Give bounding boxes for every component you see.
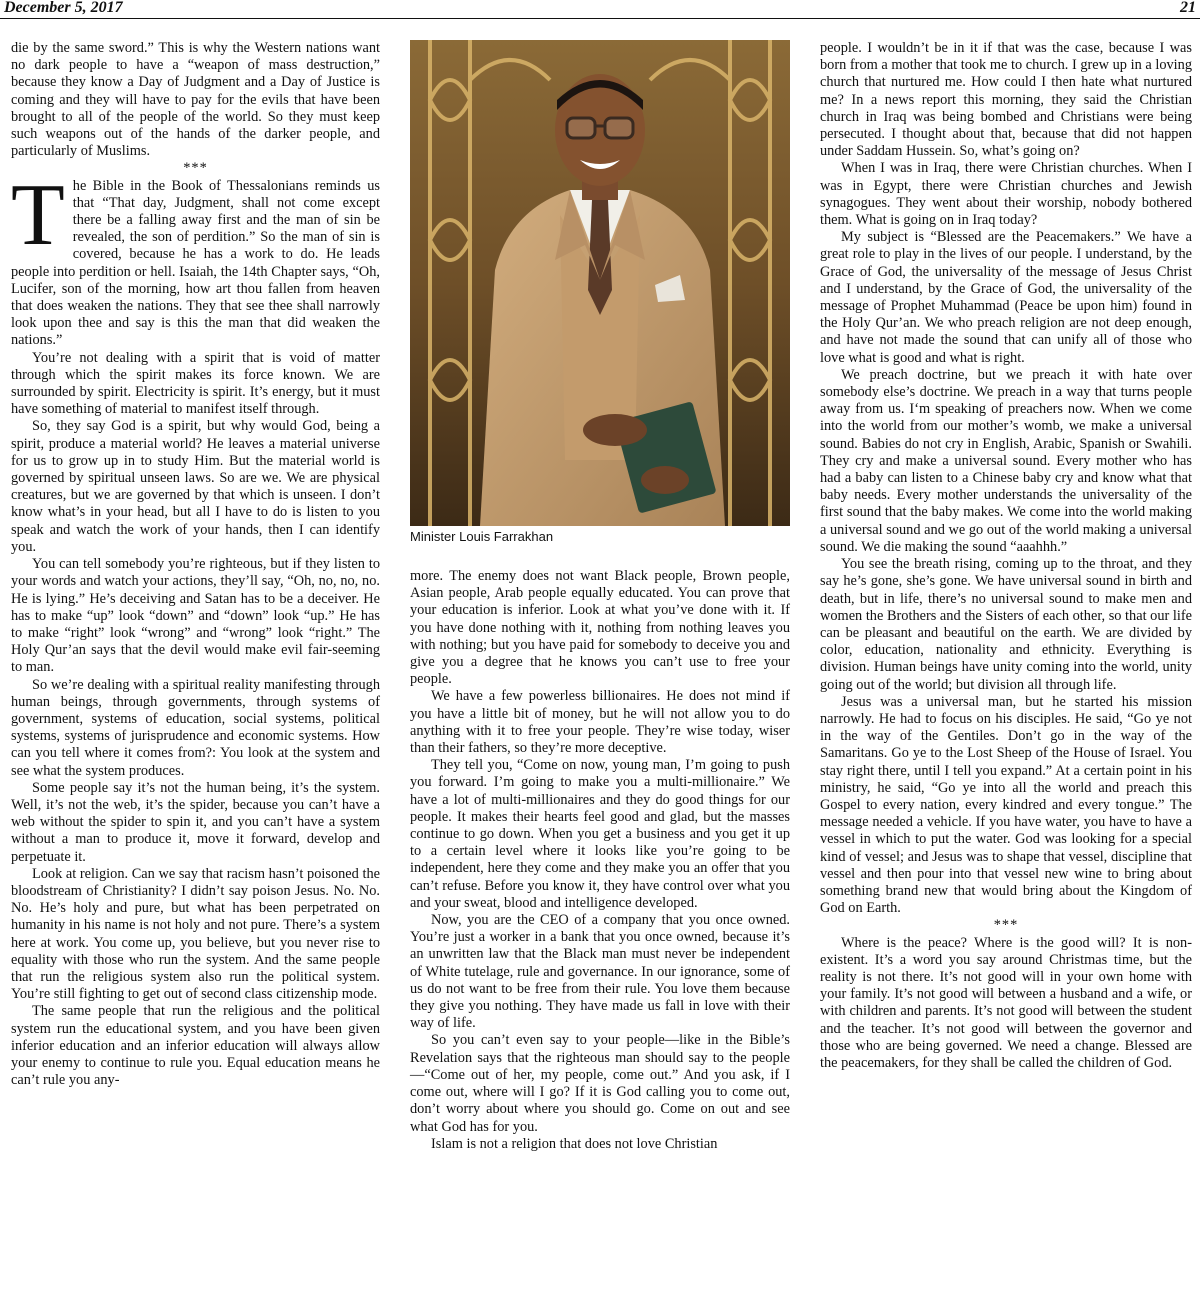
paragraph: We preach doctrine, but we preach it with hate over somebody else’s doctrine. We preach in a way that turns people away from us. I‘m speaking of preachers now. When we come into the world from our mother’s womb, we make a universal sound. Babies do not cry in English, Arabic, Spanish or Swahili. They cry and make a universal sound. Every mother who has had a baby can listen to a Chinese baby cry and know what that baby needs. Every mother understands the universality of the first sound that the baby makes. We come into the world making a universal sound and we go out of the world making a universal sound. We die making the sound “aaahhh.” — [820, 366, 1192, 555]
paragraph: die by the same sword.” This is why the Western nations want no dark people to have a “weapon of mass destruction,” because they know a Day of Judgment and a Day of Justice is coming and they will have to pay for the evils that have been brought to all of the people of the world. So they must keep such weapons out of the hands of the darker people, and particularly of Muslims. — [11, 40, 380, 160]
paragraph: They tell you, “Come on now, young man, I’m going to push you forward. I’m going to make you a multi-millionaire.” We have a lot of multi-millionaires and they do good things for our people. It makes their hearts feel good and glad, but the masses continue to go down. When you get a business and you get it up to a certain level where it looks like you’re going to be independent, here they come and they make you an offer that you can’t refuse. Before you know it, they have control over what you and your sweat, blood and intelligence developed. — [410, 757, 790, 911]
drop-cap-letter: T — [11, 166, 65, 264]
portrait-photo — [410, 40, 790, 526]
paragraph: Where is the peace? Where is the good will? It is non-existent. It’s a word you say around Christmas time, but the reality is not there. It’s not good will in your own home with your family. It’s not good will between a husband and a wife, or with children and parents. It’s not good will between the student and the teacher. It’s not good will between the governor and those who are being governed. We need a change. Blessed are the peacemakers, for they shall be called the children of God. — [820, 934, 1192, 1071]
section-break: *** — [993, 917, 1019, 934]
paragraph: Islam is not a religion that does not love Christian — [431, 1135, 718, 1152]
paragraph: We have a few powerless billionaires. He does not mind if you have a little bit of money, but he will not allow you to do anything with it to free your people. They’re wise today, wiser than their fathers, so they’re more deceptive. — [410, 688, 790, 757]
paragraph: So, they say God is a spirit, but why would God, being a spirit, produce a material world? He leaves a material universe for us to grow up in to study Him. But the material world is governed by spiritual unseen laws. So are we. We are physical creatures, but we are governed by that which is unseen. I don’t know what’s in your head, but all I have to do is listen to you speak and watch the work of your hands, then I can identify you. — [11, 418, 380, 555]
paragraph: You see the breath rising, coming up to the throat, and they say he’s gone, she’s gone. We have universal sound in birth and death, but in life, there’s no universal sound to make men and women the Brothers and the Sisters of each other, so that our life can be pleasant and beautiful on the earth. We are divided by color, education, nationality and ethnicity. Everything is division. Human beings have unity coming into the world, unity going out of the world; but division all through life. — [820, 556, 1192, 693]
paragraph: Jesus was a universal man, but he started his mission narrowly. He had to focus on his disciples. He said, “Go ye not in the way of the Gentiles. Don’t go in the way of the Samaritans. Go ye to the Lost Sheep of the House of Israel. You stay right there, until I tell you expand.” At a certain point in his ministry, he said, “Go ye into all the world and preach this Gospel to every nation, every kindred and every tongue.” The message needed a vehicle. If you have water, you have to have a vessel in which to put the water. God was looking for a special kind of vessel; and Jesus was to shape that vessel, discipline that vessel and then pour into that vessel new wine to bring about something brand new that would bring about the Kingdom of God on Earth. — [820, 693, 1192, 917]
paragraph: So you can’t even say to your people—like in the Bible’s Revelation says that the righteous man should say to the people—“Come out of her, my people, come out.” And you ask, if I come out, where will I go? If it is God calling you to come out, don’t worry about where you should go. Come on out and see what God has for you. — [410, 1032, 790, 1135]
paragraph: When I was in Iraq, there were Christian churches. When I was in Egypt, there were Christian churches and Jewish synagogues. They went about their worship, nobody bothered them. What is going on in Iraq today? — [820, 160, 1192, 229]
paragraph: You can tell somebody you’re righteous, but if they listen to your words and watch your actions, they’ll say, “Oh, no, no, no. He is lying.” He’s deceiving and Satan has to be a deceiver. He has to make “up” look “down” and “down” look “up.” He has to make “right” look “wrong” and “wrong” look “right.” The Holy Qur’an says that the devil would make evil fair-seeming to man. — [11, 556, 380, 676]
paragraph: You’re not dealing with a spirit that is void of matter through which the spirit makes its force known. We are surrounded by spirit. Electricity is spirit. It’s energy, but it must have something of material to manifest itself through. — [11, 349, 380, 418]
paragraph: So we’re dealing with a spiritual reality manifesting through human beings, through governments, through systems of government, systems of education, social systems, political systems, systems of jurisprudence and economic systems. How can you tell where it comes from?: You look at the system and see what the system produces. — [11, 676, 380, 779]
column-left — [11, 40, 380, 1089]
column-right — [820, 40, 1192, 1072]
paragraph: Look at religion. Can we say that racism hasn’t poisoned the bloodstream of Christianity? I didn’t say poison Jesus. No. No. No. He’s holy and pure, but what has been perpetrated on humanity in his name is not holy and not pure. There’s a system here at work. You come up, you believe, but you never rise to equality with those who run the system. And the same people that run the religious system also run the political system. You’re still fighting to get out of second class citizenship mode. — [11, 865, 380, 1003]
paragraph: people. I wouldn’t be in it if that was the case, because I was born from a mother that took me to church. I grew up in a loving church that nurtured me. How could I then hate what nurtured me? In a news report this morning, they said the Christian church in Iraq was being bombed and Christians were being persecuted. I thought about that, because that did not happen under Saddam Hussein. So, what’s going on? — [820, 40, 1192, 160]
paragraph: The same people that run the religious and the political system run the educational system, and you have been given inferior education and an inferior education will always allow your enemy to continue to rule you. Equal education means he can’t rule you any- — [11, 1003, 380, 1089]
issue-date: December 5, 2017 — [4, 0, 123, 16]
photo-caption: Minister Louis Farrakhan — [410, 529, 554, 544]
paragraph: more. The enemy does not want Black people, Brown people, Asian people, Arab people equally educated. You can prove that your education is inferior. Look at what you’ve done with it. If you have done nothing with it, nothing from nothing leaves you with nothing; but you have paid for somebody to deceive you and give you a degree that he knows you can’t use to free your people. — [410, 568, 790, 688]
page-number: 21 — [1180, 0, 1196, 16]
portrait-illustration — [410, 40, 790, 526]
paragraph: Some people say it’s not the human being, it’s the system. Well, it’s not the web, it’s the spider, because you can’t have a web without the spider to spin it, and you can’t have a system without a man to produce it, move it forward, develop and perpetuate it. — [11, 779, 380, 865]
page-header — [0, 0, 1200, 19]
paragraph-dropcap — [11, 166, 380, 350]
paragraph: My subject is “Blessed are the Peacemakers.” We have a great role to play in the lives of our people. I understand, by the Grace of God, the universality of the message of Jesus Christ and I understand, by the Grace of God, the universality of the message of Prophet Muhammad (Peace be upon him) found in the Holy Qur’an. We who preach religion are not deep enough, and have not made the sound that can unify all of those who love what is good and what is right. — [820, 229, 1192, 366]
section-break: *** — [183, 160, 208, 177]
paragraph: Now, you are the CEO of a company that you once owned. You’re just a worker in a bank that you once owned, because it’s an unwritten law that the Black man must never be independent of White tutelage, rule and governance. In our ignorance, some of us do not want to be free from their rule. You love them because they give you nothing. They have made us fall in love with their way of life. — [410, 912, 790, 1032]
paragraph-text: he Bible in the Book of Thessalonians reminds us that “That day, Judgment, shall not come except there be a falling away first and the man of sin be revealed, the son of perdition.” So the man of sin is covered, because he has a work to do. He leads people into perdition or hell. Isaiah, the 14th Chapter says, “Oh, Lucifer, son of the morning, how art thou fallen from heaven that does weaken the nations. They that see thee shall narrowly look upon thee and say is this the man that did weaken the nations.” — [11, 177, 380, 349]
column-middle — [410, 568, 790, 1153]
